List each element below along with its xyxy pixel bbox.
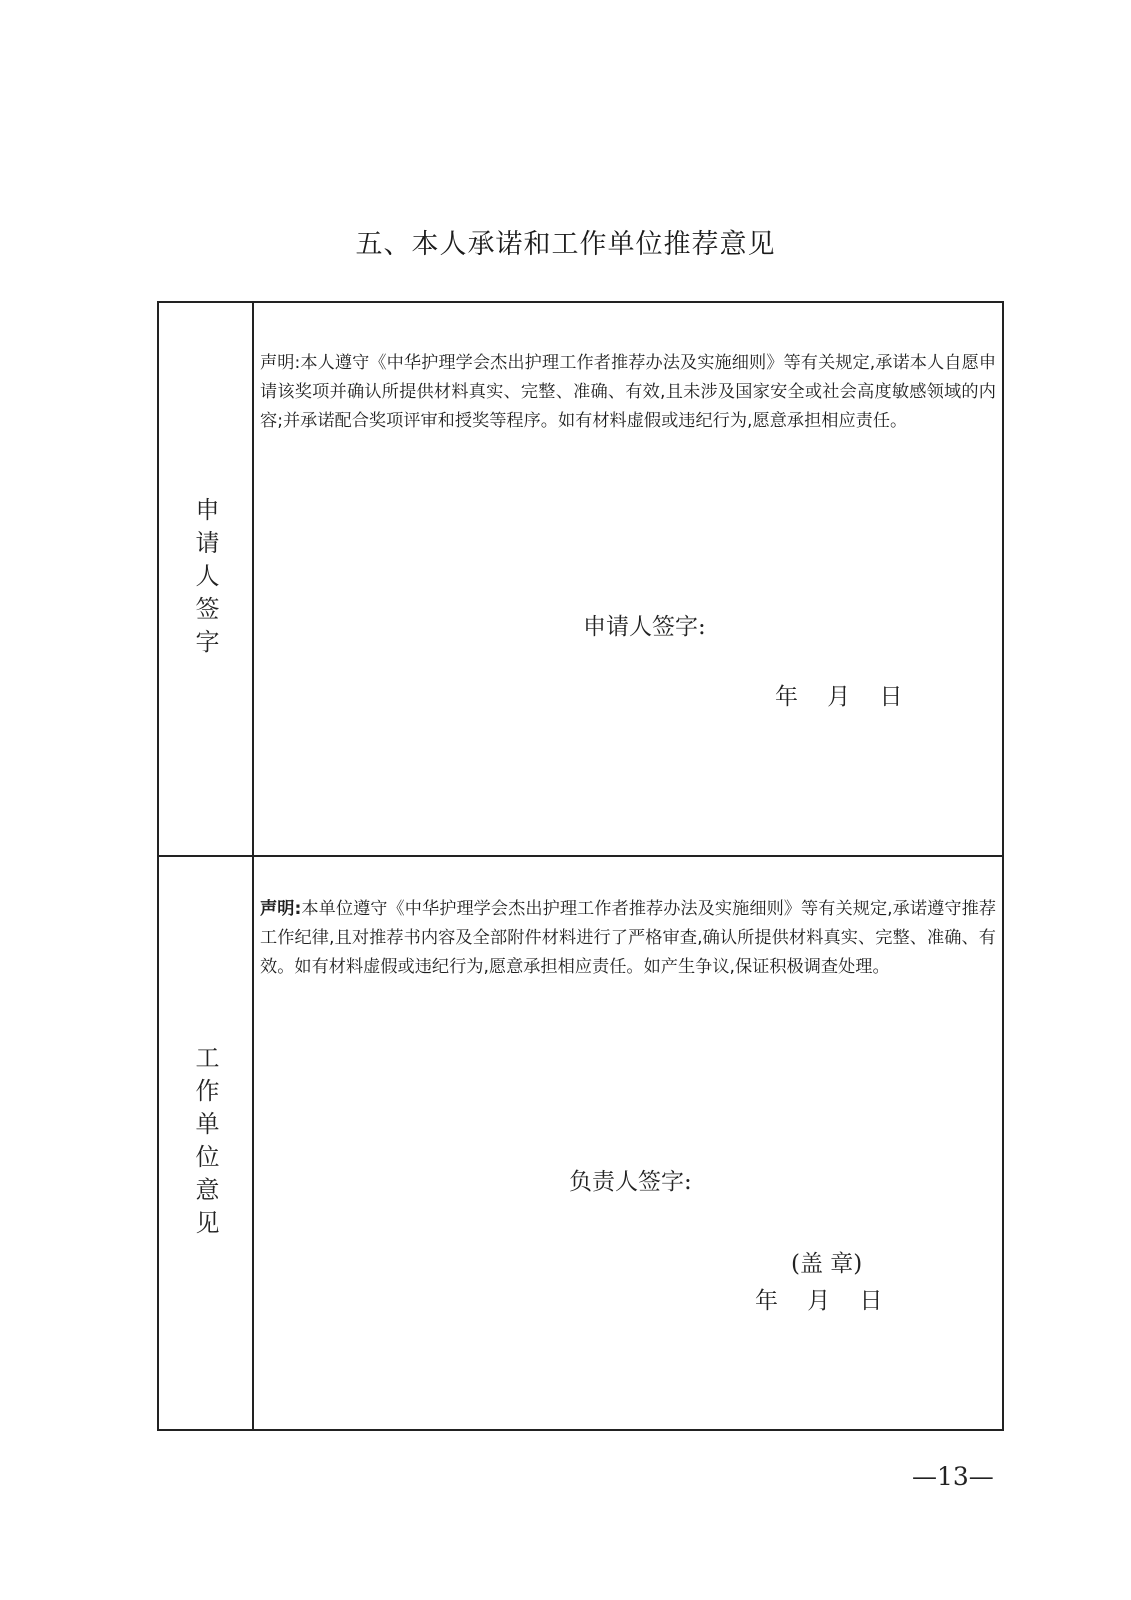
responsible-person-signature-label: 负责人签字: (569, 1169, 692, 1195)
work-unit-row (159, 857, 1002, 1431)
commitment-form-table (157, 301, 1004, 1431)
work-unit-date-line: 年 月 日 (755, 1288, 883, 1314)
work-unit-content-cell[interactable] (254, 857, 1002, 1431)
seal-label: (盖 章) (791, 1251, 863, 1277)
applicant-statement (260, 349, 996, 436)
work-unit-statement-prefix: 声明: (260, 899, 302, 919)
applicant-label-cell (159, 303, 254, 855)
applicant-signature-label: 申请人签字: (583, 614, 706, 640)
work-unit-statement-body: 本单位遵守《中华护理学会杰出护理工作者推荐办法及实施细则》等有关规定,承诺遵守推荐工作纪律,且对推荐书内容及全部附件材料进行了严格审查,确认所提供材料真实、完整、准确、有效。如有材料虚假或违纪行为,愿意承担相应责任。如产生争议,保证积极调查处理。 (260, 899, 997, 977)
applicant-section-label: 申请人签字 (191, 496, 219, 662)
applicant-row (159, 303, 1002, 857)
applicant-date-line: 年 月 日 (775, 684, 903, 710)
work-unit-label-cell (159, 857, 254, 1431)
work-unit-statement (260, 895, 996, 982)
work-unit-section-label: 工作单位意见 (191, 1045, 219, 1243)
page-number: —13— (912, 1462, 994, 1491)
applicant-statement-prefix: 声明: (260, 353, 301, 373)
applicant-statement-body: 本人遵守《中华护理学会杰出护理工作者推荐办法及实施细则》等有关规定,承诺本人自愿申请该奖项并确认所提供材料真实、完整、准确、有效,且未涉及国家安全或社会高度敏感领域的内容;并承诺配合奖项评审和授奖等程序。如有材料虚假或违纪行为,愿意承担相应责任。 (260, 353, 997, 431)
applicant-content-cell[interactable] (254, 303, 1002, 855)
page-title: 五、本人承诺和工作单位推荐意见 (355, 229, 776, 260)
